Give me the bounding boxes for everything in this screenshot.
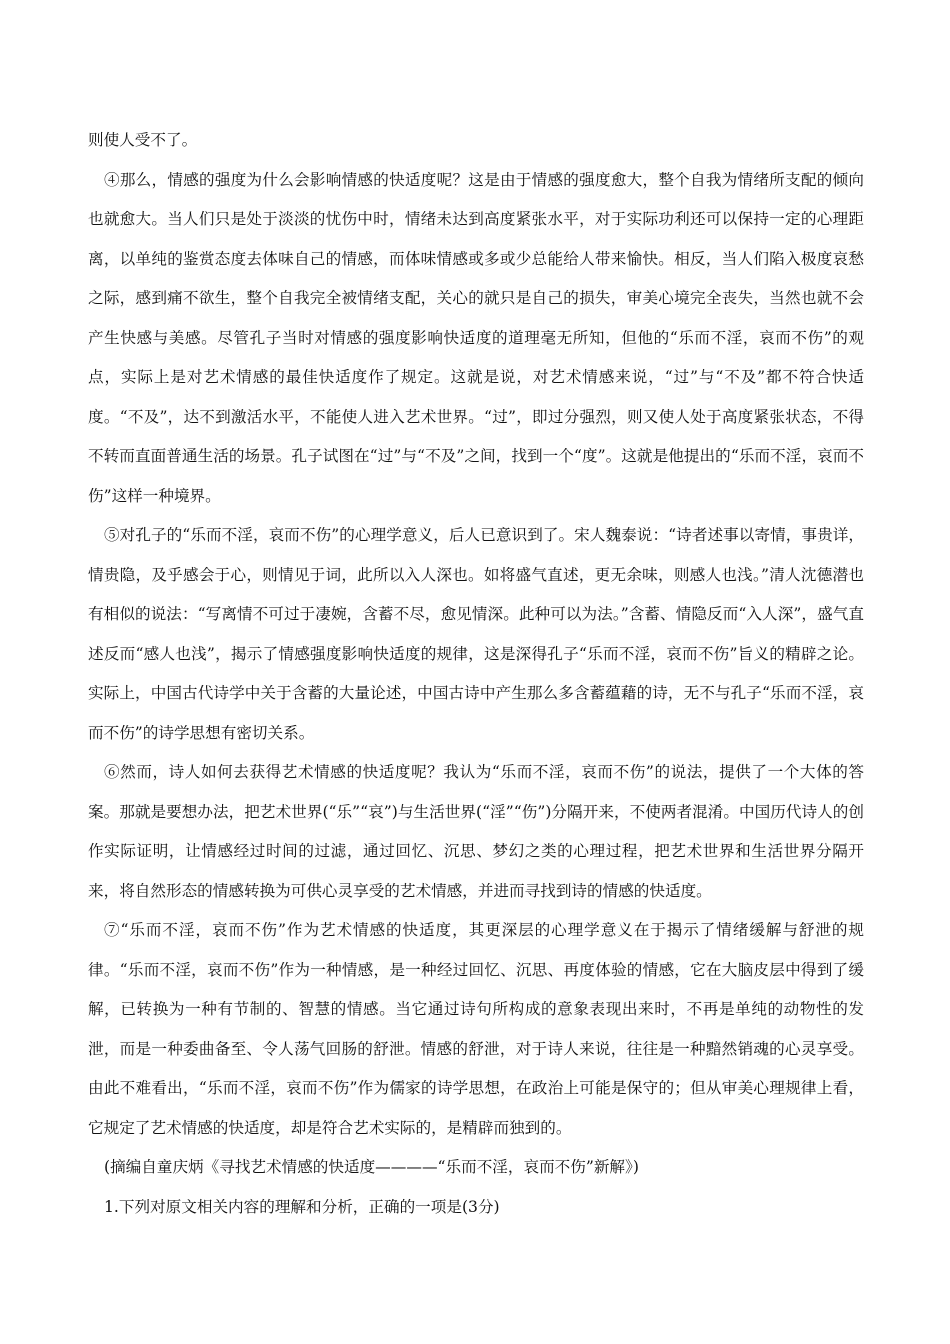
paragraph-continuation: 则使人受不了。 (88, 131, 198, 149)
paragraph-5: ⑤对孔子的“乐而不淫，哀而不伤”的心理学意义，后人已意识到了。宋人魏泰说：“诗者述事以寄情，事贵详，情贵隐，及乎感会于心，则情见于词，此所以入人深也。如将盛气直述，更无余味，则感人也浅。”清人沈德潜也有相似的说法：“写离情不可过于凄婉，含蓄不尽，愈见情深。此种可以为法。”含蓄、情隐反而“入人深”，盛气直述反而“感人也浅”，揭示了情感强度影响快适度的规律，这是深得孔子“乐而不淫，哀而不伤”旨义的精辟之论。实际上，中国古代诗学中关于含蓄的大量论述，中国古诗中产生那么多含蓄蕴藉的诗，无不与孔子“乐而不淫，哀而不伤”的诗学思想有密切关系。 (88, 526, 864, 742)
document-page (88, 121, 864, 1227)
question-1: 1.下列对原文相关内容的理解和分析，正确的一项是(3分) (104, 1197, 500, 1216)
paragraph-6: ⑥然而，诗人如何去获得艺术情感的快适度呢？我认为“乐而不淫，哀而不伤”的说法，提供了一个大体的答案。那就是要想办法，把艺术世界(“乐”“哀”)与生活世界(“淫”“伤”)分隔开来，不使两者混淆。中国历代诗人的创作实际证明，让情感经过时间的过滤，通过回忆、沉思、梦幻之类的心理过程，把艺术世界和生活世界分隔开来，将自然形态的情感转换为可供心灵享受的艺术情感，并进而寻找到诗的情感的快适度。 (88, 763, 864, 900)
source-citation: (摘编自童庆炳《寻找艺术情感的快适度————“乐而不淫，哀而不伤”新解》) (104, 1158, 639, 1176)
paragraph-4: ④那么，情感的强度为什么会影响情感的快适度呢？这是由于情感的强度愈大，整个自我为情绪所支配的倾向也就愈大。当人们只是处于淡淡的忧伤中时，情绪未达到高度紧张水平，对于实际功利还可以保持一定的心理距离，以单纯的鉴赏态度去体味自己的情感，而体味情感或多或少总能给人带来愉快。相反，当人们陷入极度哀愁之际，感到痛不欲生，整个自我完全被情绪支配，关心的就只是自己的损失，审美心境完全丧失，当然也就不会产生快感与美感。尽管孔子当时对情感的强度影响快适度的道理毫无所知，但他的“乐而不淫，哀而不伤”的观点，实际上是对艺术情感的最佳快适度作了规定。这就是说，对艺术情感来说，“过”与“不及”都不符合快适度。“不及”，达不到激活水平，不能使人进入艺术世界。“过”，即过分强烈，则又使人处于高度紧张状态，不得不转而直面普通生活的场景。孔子试图在“过”与“不及”之间，找到一个“度”。这就是他提出的“乐而不淫，哀而不伤”这样一种境界。 (88, 170, 864, 505)
paragraph-7: ⑦“乐而不淫，哀而不伤”作为艺术情感的快适度，其更深层的心理学意义在于揭示了情绪缓解与舒泄的规律。“乐而不淫，哀而不伤”作为一种情感，是一种经过回忆、沉思、再度体验的情感，它在大脑皮层中得到了缓解，已转换为一种有节制的、智慧的情感。当它通过诗句所构成的意象表现出来时，不再是单纯的动物性的发泄，而是一种委曲备至、令人荡气回肠的舒泄。情感的舒泄，对于诗人来说，往往是一种黯然销魂的心灵享受。由此不难看出，“乐而不淫，哀而不伤”作为儒家的诗学思想，在政治上可能是保守的；但从审美心理规律上看，它规定了艺术情感的快适度，却是符合艺术实际的，是精辟而独到的。 (88, 921, 864, 1137)
